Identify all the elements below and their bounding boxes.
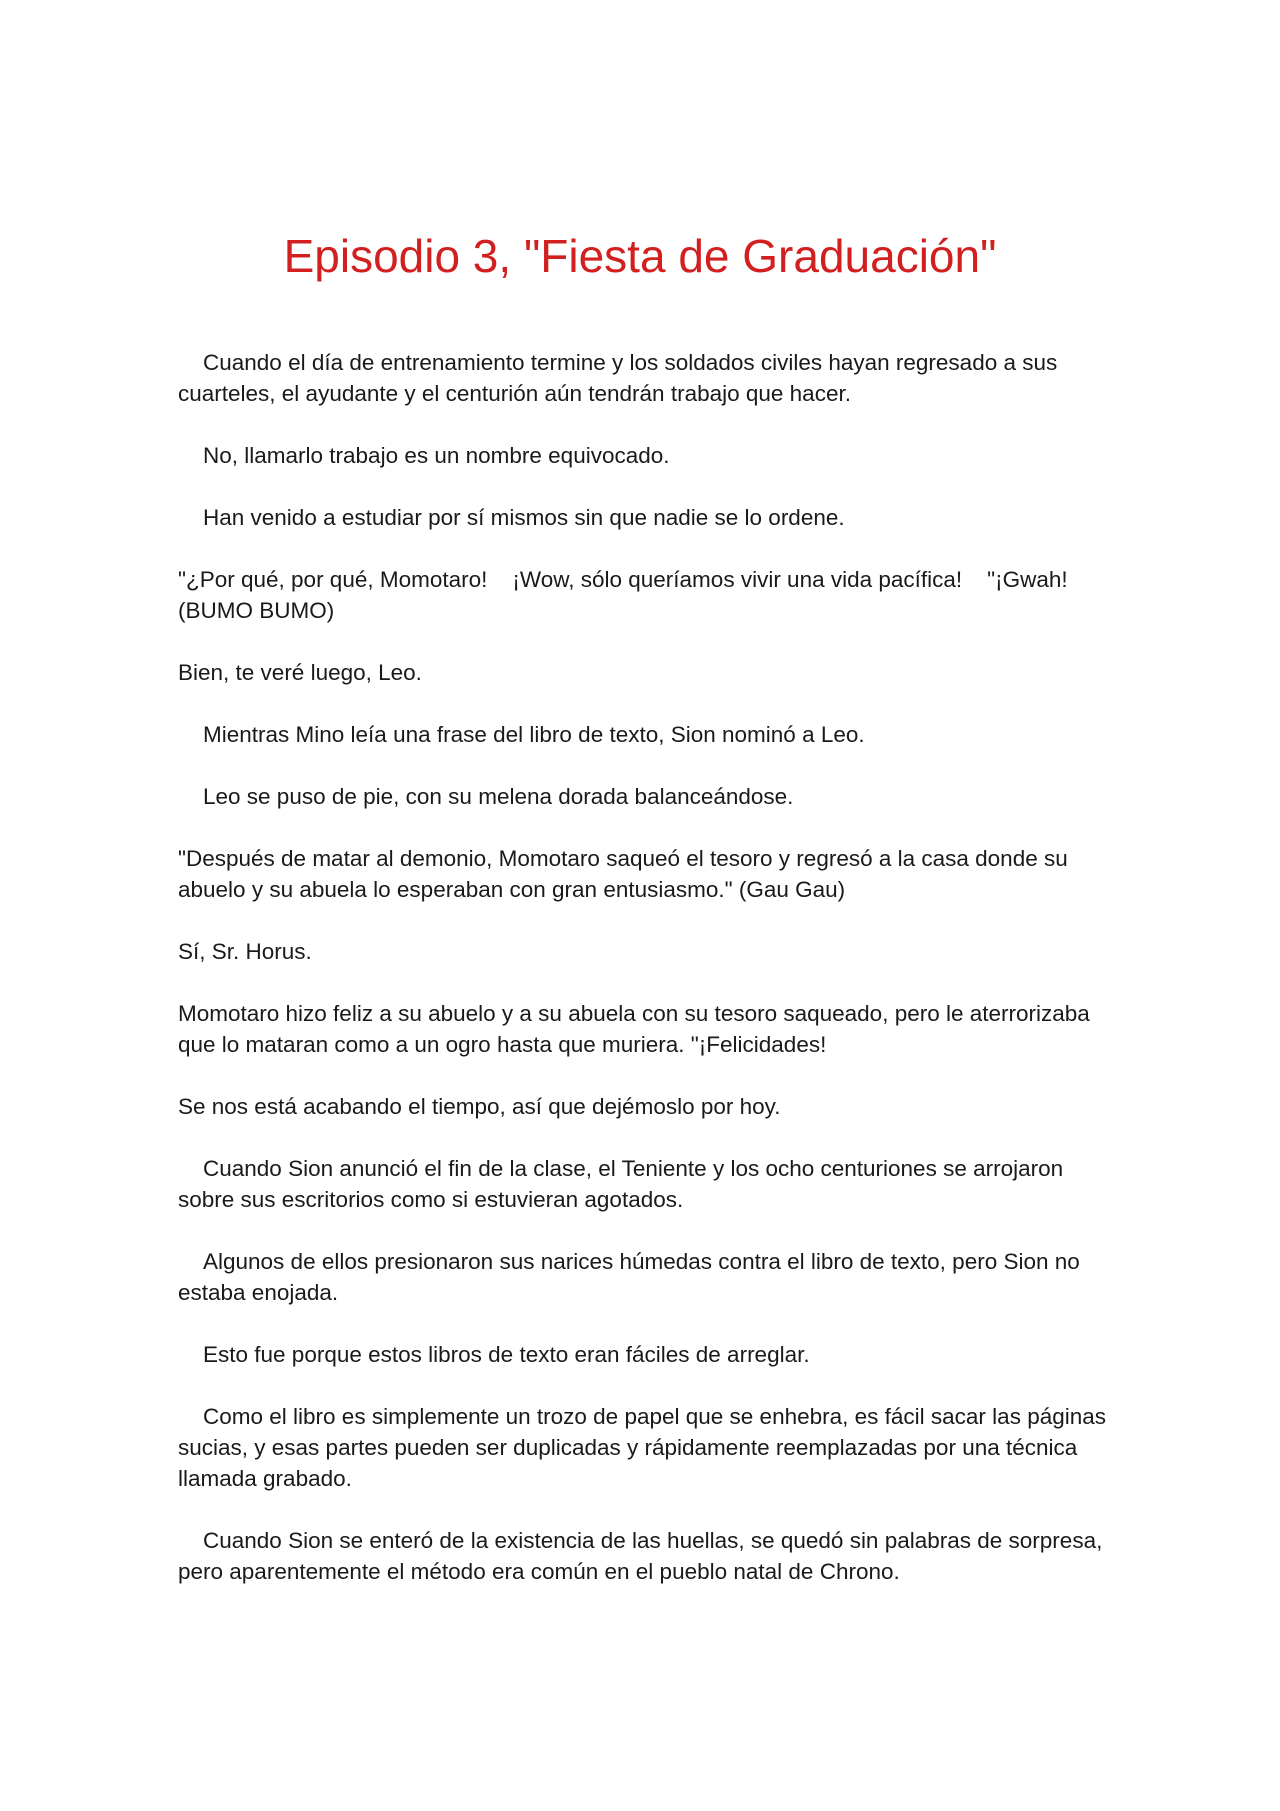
paragraph-7: Leo se puso de pie, con su melena dorada balanceándose.	[203, 784, 794, 809]
paragraph-1: Cuando el día de entrenamiento termine y los soldados civiles hayan regresado a sus cuarteles, el ayudante y el centurión aún tendrán trabajo que hacer.	[178, 350, 1058, 406]
paragraph-11: Se nos está acabando el tiempo, así que dejémoslo por hoy.	[178, 1094, 781, 1119]
paragraph-4: "¿Por qué, por qué, Momotaro! ¡Wow, sólo queríamos vivir una vida pacífica! "¡Gwah! (BUMO BUMO)	[178, 567, 1074, 623]
page-title: Episodio 3, "Fiesta de Graduación"	[283, 230, 997, 282]
paragraph-13: Algunos de ellos presionaron sus narices húmedas contra el libro de texto, pero Sion no estaba enojada.	[178, 1249, 1080, 1305]
paragraph-3: Han venido a estudiar por sí mismos sin que nadie se lo ordene.	[203, 505, 845, 530]
paragraph-5: Bien, te veré luego, Leo.	[178, 660, 422, 685]
body-text	[178, 347, 1118, 1618]
paragraph-15: Como el libro es simplemente un trozo de papel que se enhebra, es fácil sacar las páginas sucias, y esas partes pueden ser duplicadas y rápidamente reemplazadas por una técnica llamada grabado.	[178, 1404, 1107, 1491]
paragraph-10: Momotaro hizo feliz a su abuelo y a su abuela con su tesoro saqueado, pero le aterrorizaba que lo mataran como a un ogro hasta que muriera. "¡Felicidades!	[178, 1001, 1090, 1057]
paragraph-9: Sí, Sr. Horus.	[178, 939, 312, 964]
paragraph-2: No, llamarlo trabajo es un nombre equivocado.	[203, 443, 670, 468]
paragraph-8: "Después de matar al demonio, Momotaro saqueó el tesoro y regresó a la casa donde su abuelo y su abuela lo esperaban con gran entusiasmo." (Gau Gau)	[178, 846, 1068, 902]
paragraph-16: Cuando Sion se enteró de la existencia de las huellas, se quedó sin palabras de sorpresa, pero aparentemente el método era común en el pueblo natal de Chrono.	[178, 1528, 1103, 1584]
paragraph-14: Esto fue porque estos libros de texto eran fáciles de arreglar.	[203, 1342, 810, 1367]
paragraph-6: Mientras Mino leía una frase del libro de texto, Sion nominó a Leo.	[203, 722, 865, 747]
paragraph-12: Cuando Sion anunció el fin de la clase, el Teniente y los ocho centuriones se arrojaron sobre sus escritorios como si estuvieran agotados.	[178, 1156, 1064, 1212]
